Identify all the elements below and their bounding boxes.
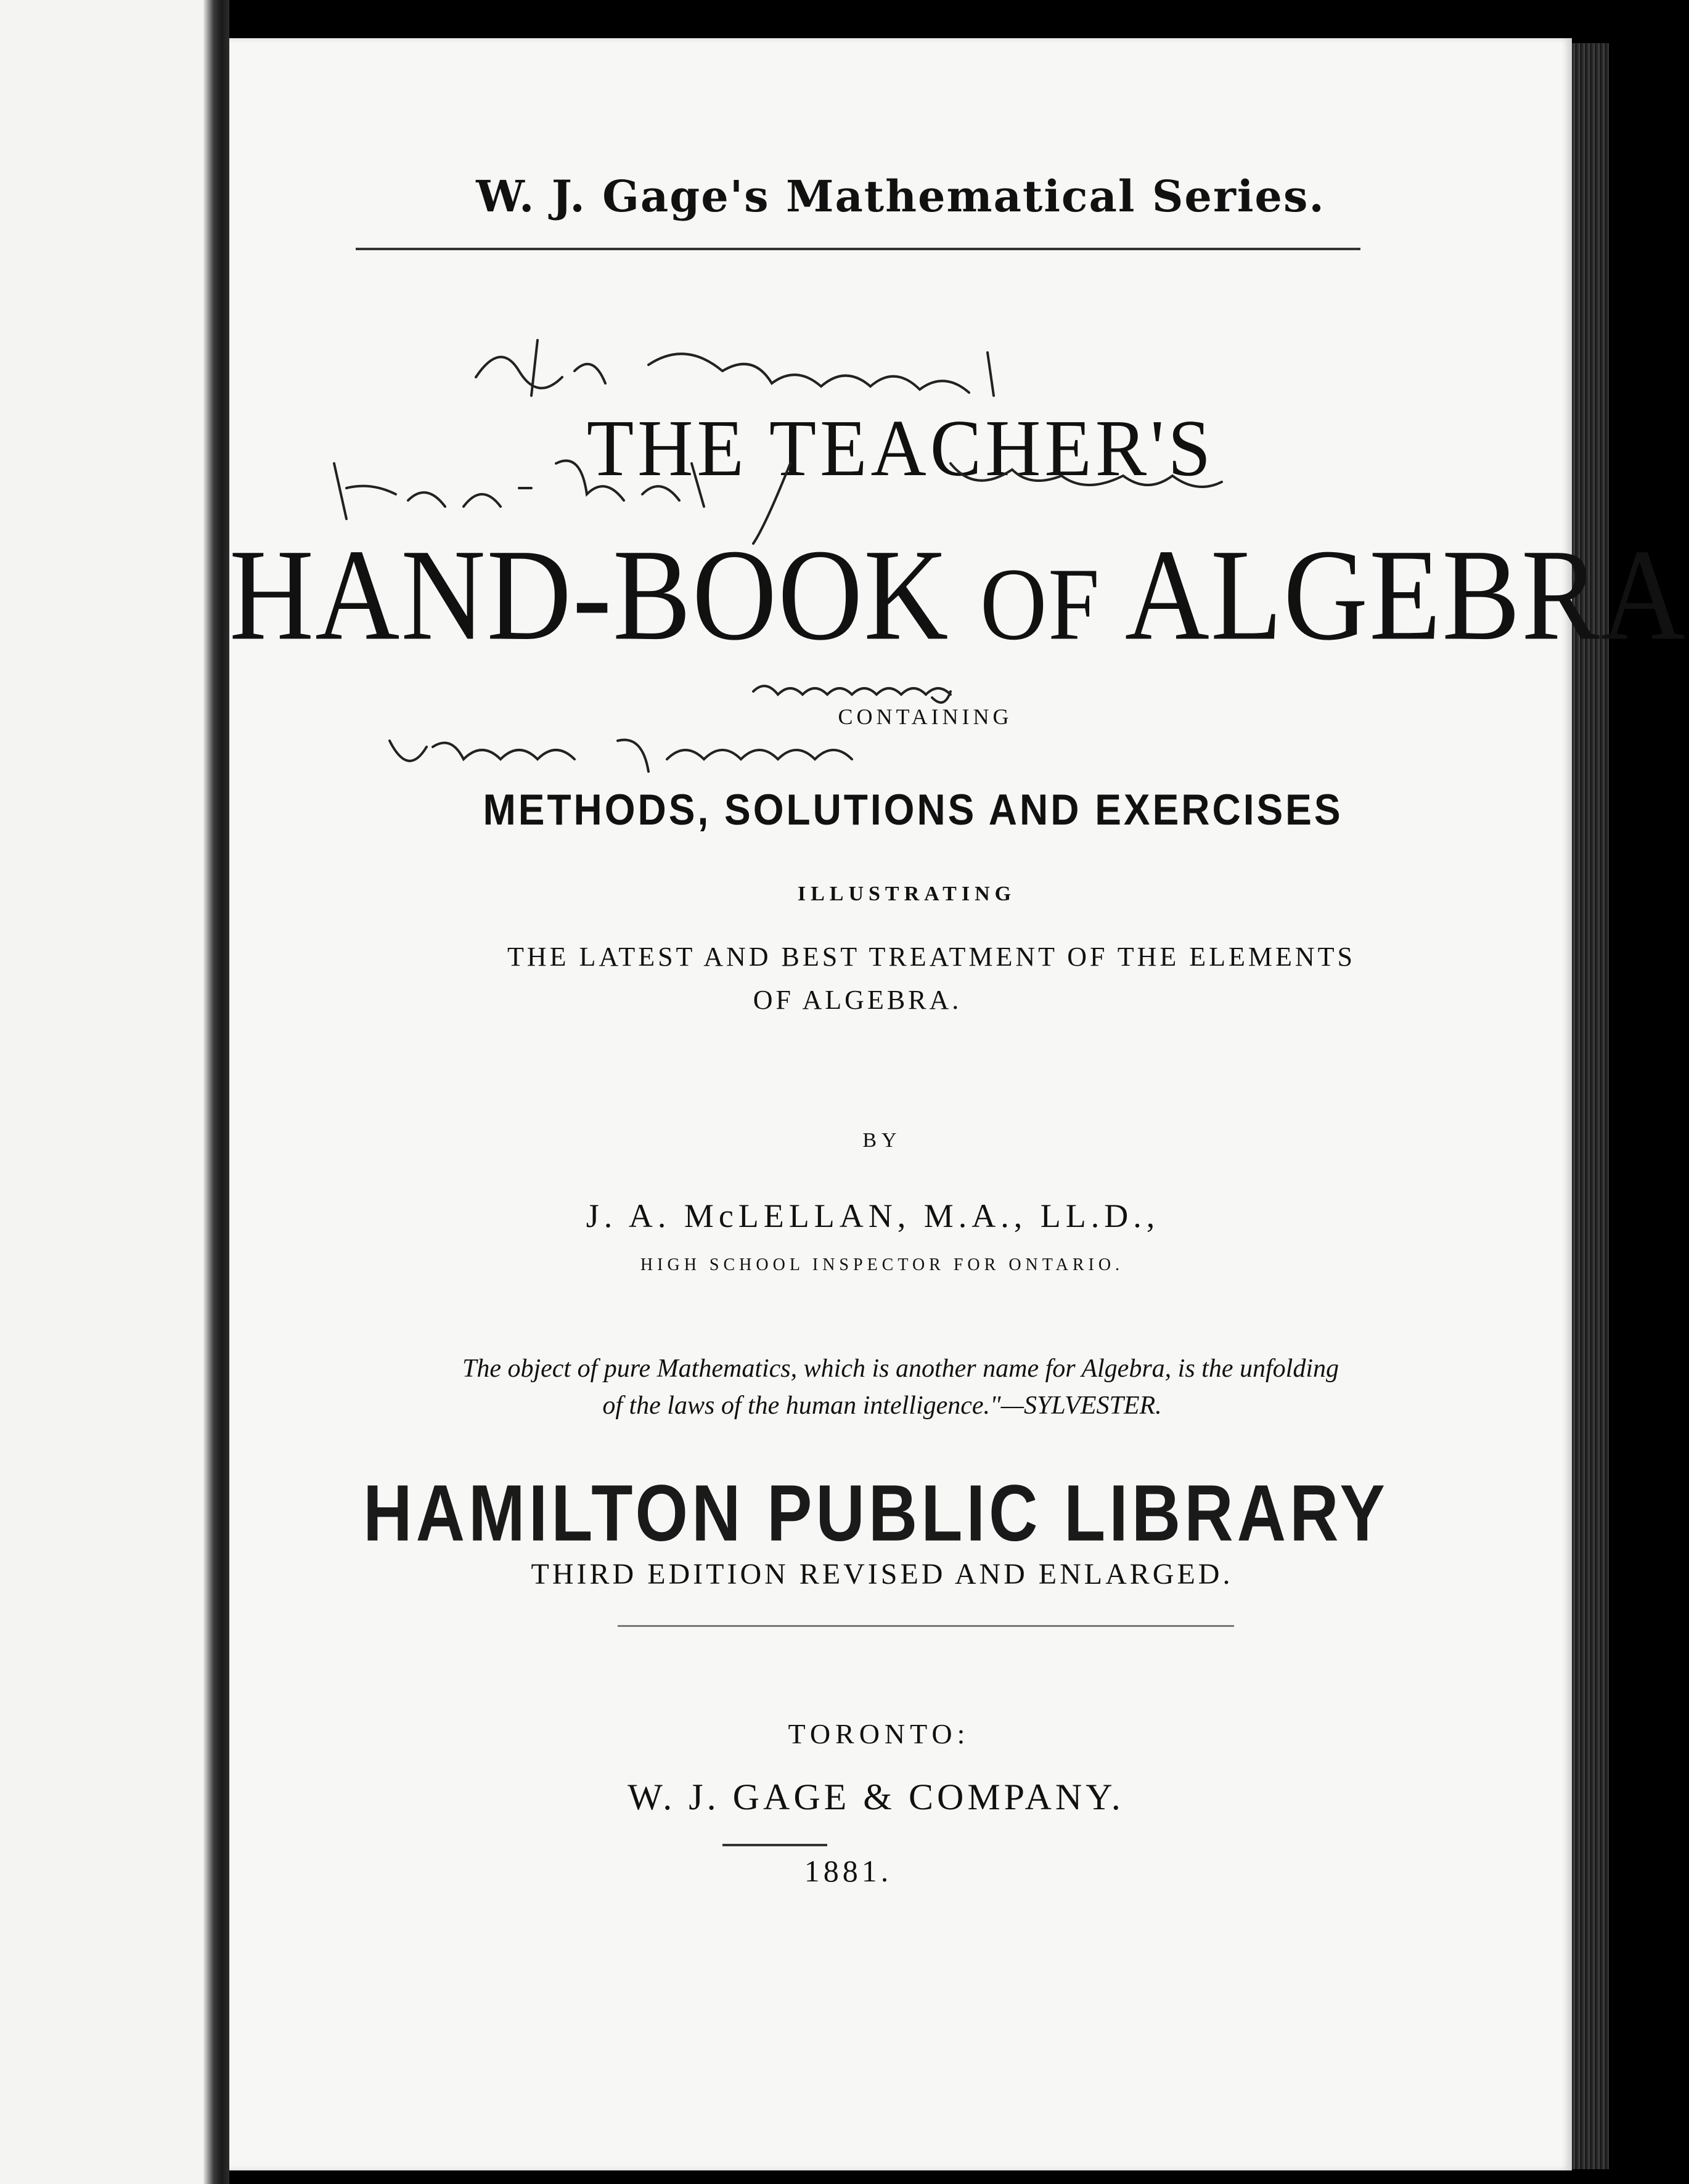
publisher-name: W. J. GAGE & COMPANY. [628, 1777, 1124, 1817]
page-edges [1572, 43, 1609, 2169]
description-line-1: THE LATEST AND BEST TREATMENT OF THE ELEMENTS [507, 942, 1356, 972]
title-hand-book: HAND-BOOK [229, 523, 950, 668]
handwriting-containing [747, 667, 969, 710]
author-name: J. A. McLELLAN, M.A., LL.D., [586, 1197, 1160, 1234]
by-label: BY [862, 1129, 902, 1152]
handwriting-title-1 [464, 328, 1142, 414]
handwriting-title-2 [322, 426, 1431, 550]
library-stamp: HAMILTON PUBLIC LIBRARY [363, 1468, 1389, 1559]
quote-line-2: of the laws of the human intelligence."—SYLVESTER. [602, 1391, 1162, 1420]
series-title: W. J. Gage's Mathematical Series. [476, 171, 1325, 222]
title-line-1: THE TEACHER'S [586, 404, 1215, 494]
series-rule [356, 248, 1360, 250]
author-title: HIGH SCHOOL INSPECTOR FOR ONTARIO. [640, 1255, 1124, 1274]
publisher-city: TORONTO: [788, 1718, 970, 1750]
quote-line-1: The object of pure Mathematics, which is another name for Algebra, is the unfolding [462, 1355, 1339, 1383]
title-page [229, 38, 1687, 2170]
title-of: OF [979, 547, 1101, 662]
title-algebra: ALGEBRA [1124, 523, 1687, 668]
handwriting-methods [383, 722, 938, 790]
subtitle: METHODS, SOLUTIONS AND EXERCISES [483, 785, 1343, 834]
illustrating-label: ILLUSTRATING [797, 882, 1016, 905]
year-rule [722, 1844, 827, 1846]
publication-year: 1881. [804, 1854, 893, 1888]
edition: THIRD EDITION REVISED AND ENLARGED. [531, 1558, 1233, 1591]
edition-rule [618, 1625, 1234, 1627]
containing-label: CONTAINING [838, 704, 1013, 729]
description-line-2: OF ALGEBRA. [753, 985, 962, 1015]
